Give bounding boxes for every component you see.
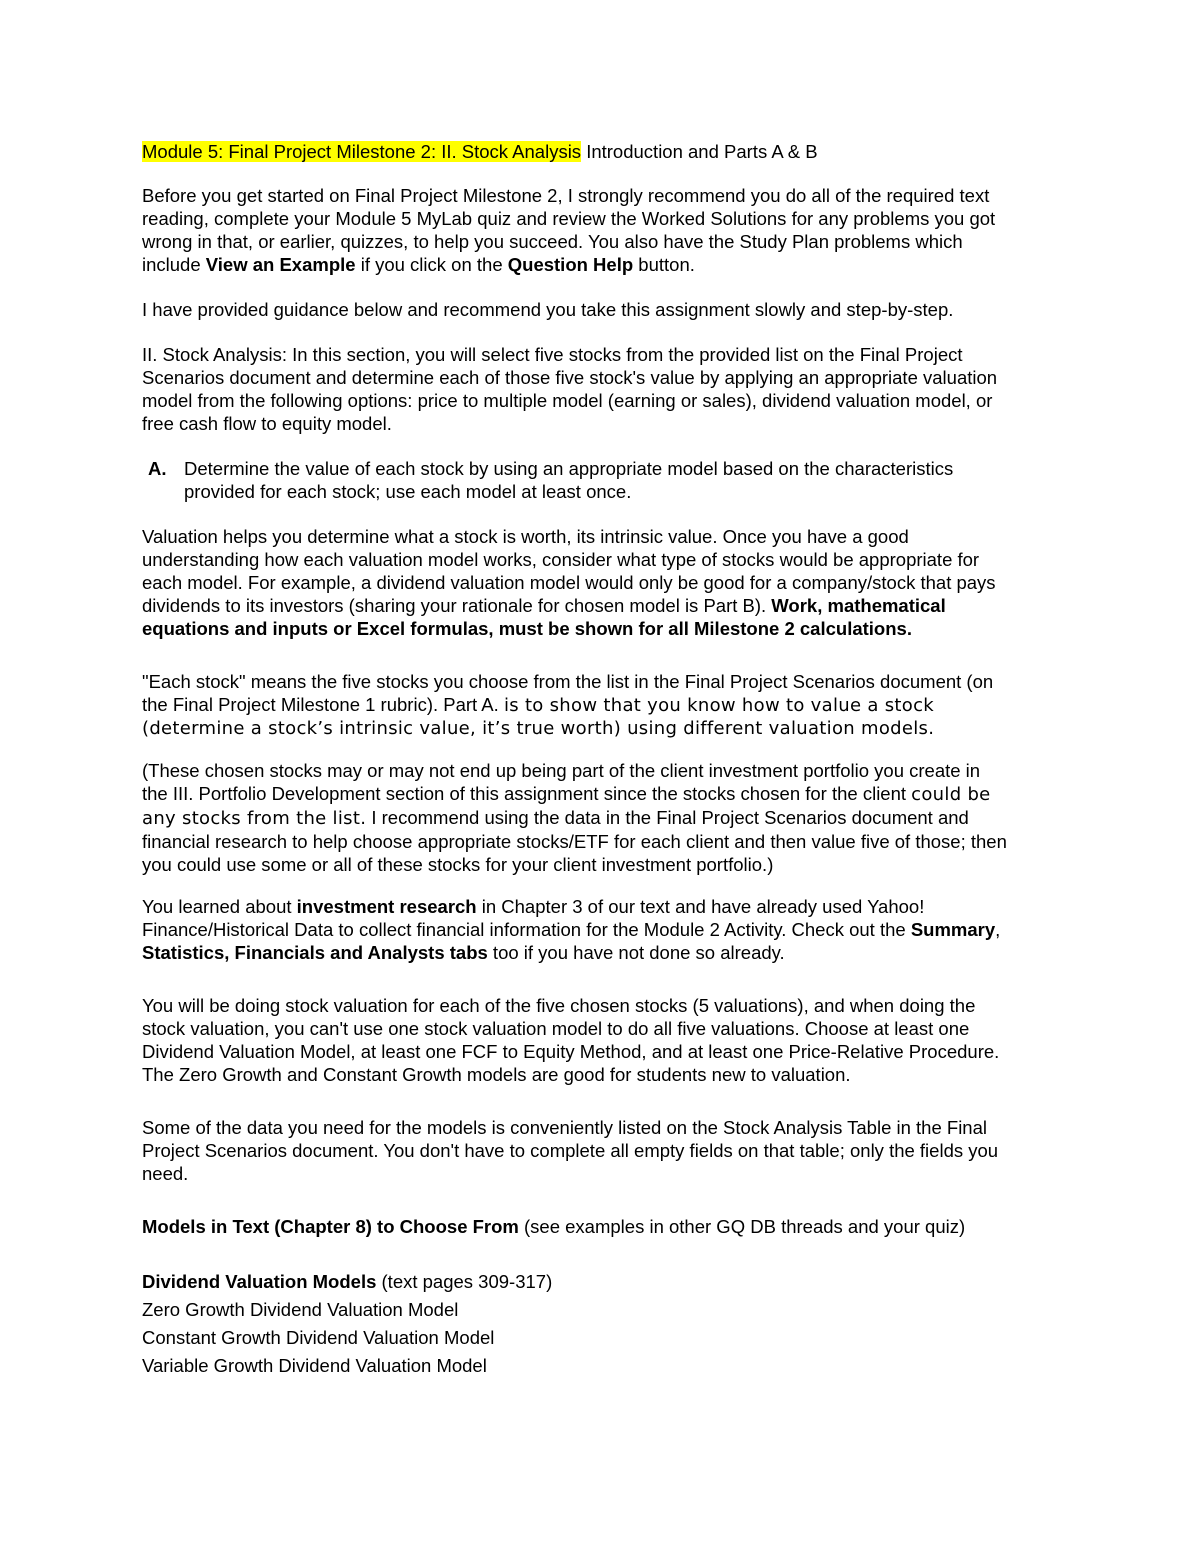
text-line: The Zero Growth and Constant Growth models are good for students new to valuation. — [142, 1064, 851, 1085]
valuation-requirements-paragraph — [142, 994, 1062, 1086]
text-line: each model. For example, a dividend valuation model would only be good for a company/stock that pays — [142, 572, 996, 593]
text-run: too if you have not done so already. — [487, 942, 785, 963]
title-rest: Introduction and Parts A & B — [581, 141, 818, 162]
guidance-paragraph — [142, 298, 1062, 321]
text-line — [142, 1215, 1062, 1238]
bold-run: Models in Text (Chapter 8) to Choose From — [142, 1216, 519, 1237]
list-item-a — [142, 457, 1062, 503]
text-line: stock valuation, you can't use one stock valuation model to do all five valuations. Choose at least one — [142, 1018, 970, 1039]
research-paragraph — [142, 895, 1062, 964]
text-line: financial research to help choose appropriate stocks/ETF for each client and then value five of those; then — [142, 831, 1007, 852]
text-line: (These chosen stocks may or may not end up being part of the client investment portfolio you create in — [142, 760, 981, 781]
text-line: model from the following options: price to multiple model (earning or sales), dividend valuation model, or — [142, 390, 993, 411]
text-run: button. — [633, 254, 695, 275]
data-source-paragraph — [142, 1116, 1062, 1185]
text-line — [142, 941, 1062, 964]
list-item-text — [184, 457, 1062, 503]
list-item: Constant Growth Dividend Valuation Model — [142, 1327, 495, 1348]
text-line: Project Scenarios document. You don't have to complete all empty fields on that table; only the fields you — [142, 1140, 999, 1161]
intro-paragraph — [142, 184, 1062, 276]
text-line: Determine the value of each stock by using an appropriate model based on the characteristics — [184, 458, 954, 479]
text-run: if you click on the — [355, 254, 508, 275]
document-title — [142, 140, 1062, 163]
text-line: need. — [142, 1163, 189, 1184]
text-line: Before you get started on Final Project Milestone 2, I strongly recommend you do all of the required text — [142, 185, 990, 206]
chosen-stocks-paragraph — [142, 759, 1062, 876]
text-run: Finance/Historical Data to collect financial information for the Module 2 Activity. Check out the — [142, 919, 911, 940]
text-line: you could use some or all of these stocks for your client investment portfolio.) — [142, 854, 774, 875]
text-run: include — [142, 254, 206, 275]
bold-run: investment research — [296, 896, 477, 917]
text-line: wrong in that, or earlier, quizzes, to help you succeed. You also have the Study Plan problems which — [142, 231, 963, 252]
text-line: II. Stock Analysis: In this section, you will select five stocks from the provided list on the Final Project — [142, 344, 963, 365]
bold-run: Summary — [910, 919, 996, 940]
text-line — [142, 693, 1062, 717]
text-line — [142, 806, 1062, 830]
title-highlight: Module 5: Final Project Milestone 2: II. Stock Analysis — [142, 141, 582, 162]
text-line — [142, 918, 1062, 941]
list-item: Zero Growth Dividend Valuation Model — [142, 1299, 459, 1320]
bold-run: Work, mathematical — [771, 595, 946, 616]
text-line — [142, 617, 1062, 640]
text-line: Dividend Valuation Model, at least one FCF to Equity Method, and at least one Price-Relative Procedure. — [142, 1041, 1000, 1062]
each-stock-paragraph — [142, 670, 1062, 740]
text-line: free cash flow to equity model. — [142, 413, 392, 434]
text-line: Valuation helps you determine what a stock is worth, its intrinsic value. Once you have a good — [142, 526, 909, 547]
valuation-paragraph — [142, 525, 1062, 640]
text-run: is to show that you know how to value a stock — [503, 695, 934, 716]
text-line: reading, complete your Module 5 MyLab quiz and review the Worked Solutions for any problems you got — [142, 208, 996, 229]
text-line — [142, 895, 1062, 918]
text-line — [142, 253, 1062, 276]
text-run: I recommend using the data in the Final Project Scenarios document and — [366, 807, 969, 828]
text-line: Scenarios document and determine each of those five stock's value by applying an appropriate valuation — [142, 367, 998, 388]
question-help-label: Question Help — [507, 254, 634, 275]
bold-run: Statistics, Financials and Analysts tabs — [142, 942, 488, 963]
text-run: in Chapter 3 of our text and have already used Yahoo! — [476, 896, 925, 917]
text-run: the III. Portfolio Development section of this assignment since the stocks chosen for the client — [142, 783, 912, 804]
dividend-models-heading — [142, 1268, 1062, 1296]
view-example-label: View an Example — [205, 254, 356, 275]
text-line: "Each stock" means the five stocks you choose from the list in the Final Project Scenarios document (on — [142, 671, 994, 692]
text-line: understanding how each valuation model works, consider what type of stocks would be appropriate for — [142, 549, 980, 570]
document-body — [142, 140, 1062, 1380]
list-item: Variable Growth Dividend Valuation Model — [142, 1355, 487, 1376]
text-line: I have provided guidance below and recommend you take this assignment slowly and step-by-step. — [142, 299, 954, 320]
text-run: , — [995, 919, 1001, 940]
text-line — [142, 594, 1062, 617]
text-run: You learned about — [142, 896, 297, 917]
text-run: dividends to its investors (sharing your rationale for chosen model is Part B). — [142, 595, 772, 616]
text-line: provided for each stock; use each model at least once. — [184, 481, 632, 502]
text-run: (see examples in other GQ DB threads and your quiz) — [518, 1216, 966, 1237]
text-run: could be — [911, 784, 991, 805]
dividend-models-section — [142, 1268, 1062, 1380]
models-heading — [142, 1215, 1062, 1238]
text-line: You will be doing stock valuation for each of the five chosen stocks (5 valuations), and when doing the — [142, 995, 976, 1016]
text-line — [142, 782, 1062, 806]
bold-run: Dividend Valuation Models — [142, 1271, 377, 1292]
text-line: (determine a stock’s intrinsic value, it’s true worth) using different valuation models. — [142, 718, 935, 739]
text-run: the Final Project Milestone 1 rubric). Part A. — [142, 694, 504, 715]
text-run: (text pages 309-317) — [376, 1271, 553, 1292]
bold-run: equations and inputs or Excel formulas, must be shown for all Milestone 2 calculations. — [142, 618, 912, 639]
stock-analysis-paragraph — [142, 343, 1062, 435]
text-run: any stocks from the list. — [142, 808, 367, 829]
text-line: Some of the data you need for the models is conveniently listed on the Stock Analysis Table in the Final — [142, 1117, 987, 1138]
list-marker: A. — [148, 458, 167, 479]
